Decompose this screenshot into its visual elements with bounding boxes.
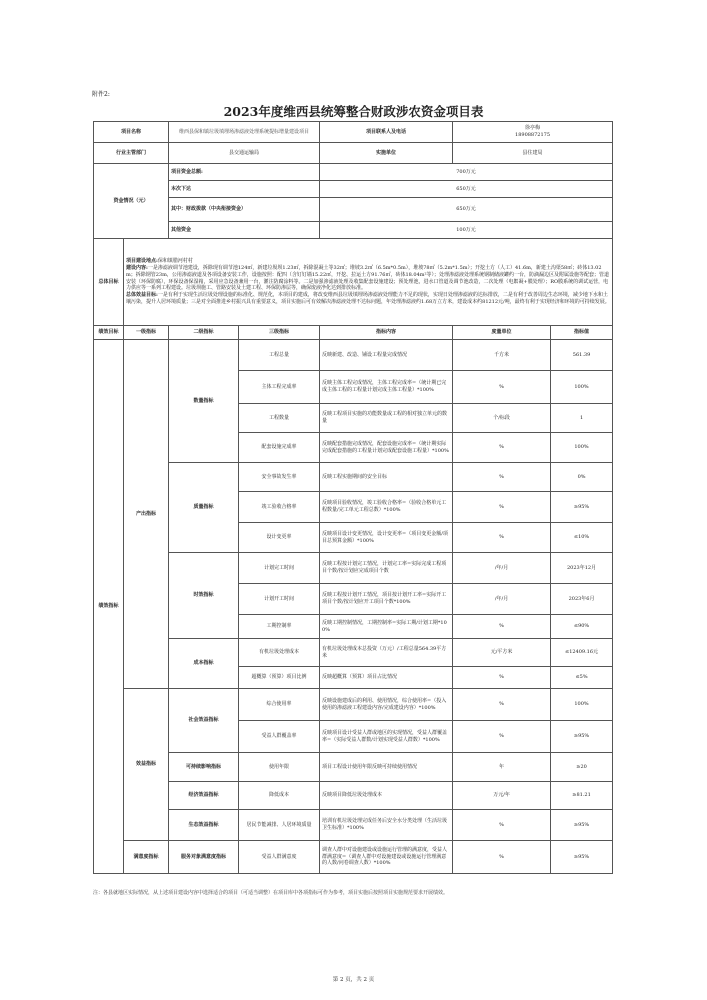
indicator-name: 工程数量 xyxy=(239,404,320,433)
indicator-value: 0% xyxy=(551,463,613,492)
funds-issued-value: 650万元 xyxy=(320,181,613,198)
indicator-value: 100% xyxy=(551,689,613,721)
indicator-unit: % xyxy=(453,615,551,639)
indicator-meaning: 反映设施建成后的利用、使用情况，综合使用率=（投入使用的渗滤液工程建设内容/完成建设内容）*100% xyxy=(320,689,453,721)
indicator-unit: % xyxy=(453,667,551,689)
indicator-meaning: 反映工程按计划开工情况，项目按计划开工率=实际开工项目个数/按计划应开工项目个数*100% xyxy=(320,584,453,615)
funds-other-value: 100万元 xyxy=(320,222,613,239)
benefit-label: 效益指标 xyxy=(124,689,169,841)
indicator-unit: /年/月 xyxy=(453,584,551,615)
indicator-value: ≤90% xyxy=(551,615,613,639)
indicator-value: ≥95% xyxy=(551,810,613,841)
indicator-name: 计划开工时间 xyxy=(239,584,320,615)
quantity-label: 数量指标 xyxy=(169,340,239,463)
indicator-value: 2023年12月 xyxy=(551,553,613,584)
cost-label: 成本指标 xyxy=(169,639,239,689)
indicator-unit: % xyxy=(453,810,551,841)
page-footer: 第 2 页，共 2 页 xyxy=(332,977,375,983)
indicator-value: 2023年6月 xyxy=(551,584,613,615)
indicator-name: 降低成本 xyxy=(239,782,320,810)
indicator-unit: % xyxy=(453,433,551,463)
indicator-name: 综合使用率 xyxy=(239,689,320,721)
benefit-label: 总体效益目标: xyxy=(126,292,158,299)
funds-total-label: 项目资金总额: xyxy=(169,164,320,181)
indicator-value: ≤5% xyxy=(551,667,613,689)
indicator-value: ≤12409.16元 xyxy=(551,639,613,667)
quality-label: 质量指标 xyxy=(169,463,239,553)
indicator-meaning: 反映主体工程完成情况，主体工程完成率=（统计期已完成主体工程的工程量计划完成主体工程量）*100% xyxy=(320,371,453,404)
indicator-value: ≥81.21 xyxy=(551,782,613,810)
overall-label: 总体目标 xyxy=(94,239,124,326)
indicator-name: 计划完工时间 xyxy=(239,553,320,584)
indicator-unit: 年 xyxy=(453,753,551,782)
time-label: 时效指标 xyxy=(169,553,239,639)
indicator-meaning: 反映项目设计受益人群或地区的实现情况，受益人群覆盖率=（实际受益人群数/计划实现受益人群数）*100% xyxy=(320,721,453,753)
indicator-unit: 元/平方米 xyxy=(453,639,551,667)
indicator-name: 主体工程完成率 xyxy=(239,371,320,404)
indicator-value: 1 xyxy=(551,404,613,433)
indicator-value: ≥95% xyxy=(551,841,613,874)
indicator-meaning: 有机垃圾处理成本总投资（万元）/工程总量564.39平方米 xyxy=(320,639,453,667)
social-label: 社会效益指标 xyxy=(169,689,239,753)
contact-value: 徐亭梅 18908872175 xyxy=(453,122,613,143)
indicator-meaning: 反映配套措施完成情况，配套设施完成率=（统计期实际完成配套措施的工程量计划完成配套设施工程量）*100% xyxy=(320,433,453,463)
indicator-value: ≥95% xyxy=(551,492,613,523)
overall-text xyxy=(124,239,613,326)
dept-label: 行业主管部门 xyxy=(94,143,169,164)
indicator-name: 受益人群满意度 xyxy=(239,841,320,874)
page-title: 2023年度维西县统筹整合财政涉农资金项目表 xyxy=(223,104,484,119)
impl-value: 县住建局 xyxy=(453,143,613,164)
sustain-label: 可持续影响指标 xyxy=(169,753,239,782)
indicator-unit: % xyxy=(453,371,551,404)
indicator-meaning: 反映工程实施期间的安全目标 xyxy=(320,463,453,492)
indicator-unit: 个/标段 xyxy=(453,404,551,433)
satis-l2-label: 服务对象满意度指标 xyxy=(169,841,239,874)
indicator-meaning: 调查人群中对设施建设或设施运行管理的满意度，受益人群满意度=（调查人群中对设施建设或设施运行管理满意的人数/问卷调查人数）*100% xyxy=(320,841,453,874)
indicator-unit: % xyxy=(453,689,551,721)
indicator-name: 设计变更率 xyxy=(239,523,320,553)
econ-label: 经济效益指标 xyxy=(169,782,239,810)
indicator-meaning: 项目工程设计使用年限反映可持续使用情况 xyxy=(320,753,453,782)
indicator-value: 561.39 xyxy=(551,340,613,371)
col-unit: 度量单位 xyxy=(453,326,551,340)
indicator-name: 安全事故发生率 xyxy=(239,463,320,492)
funds-issued-label: 本次下达 xyxy=(169,181,320,198)
indicator-value: ≥95% xyxy=(551,721,613,753)
indicator-name: 居民节能减排、人居环境质量 xyxy=(239,810,320,841)
indicator-meaning: 反映工期控制情况，工期控制率=实际工期/计划工期*100% xyxy=(320,615,453,639)
location-text: 保和镇腊河村村 xyxy=(157,258,193,265)
indicator-name: 超概算（预算）项目比例 xyxy=(239,667,320,689)
indicator-meaning: 反映新建、改造、铺设工程量完成情况 xyxy=(320,340,453,371)
satis-l1-label: 满意度指标 xyxy=(124,841,169,874)
indicator-value: 100% xyxy=(551,371,613,404)
indicator-value: ≥20 xyxy=(551,753,613,782)
indicator-value: 100% xyxy=(551,433,613,463)
indicator-meaning: 反映项目降低垃圾处理成本 xyxy=(320,782,453,810)
indicator-name: 使用年限 xyxy=(239,753,320,782)
indicator-value: ≤10% xyxy=(551,523,613,553)
project-name-label: 项目名称 xyxy=(94,122,169,143)
content-label: 建设内容: xyxy=(126,265,148,272)
indicator-unit: % xyxy=(453,463,551,492)
footnote: 注：各县就地区实际情况，从上述项目建设内容中选择适合的项目（可适当调整）在项目库中各项指标可作为参考，项目实施后按照项目实施规范要求开展绩效。 xyxy=(93,890,449,896)
indicator-unit: 万元/年 xyxy=(453,782,551,810)
indicator-meaning: 反映超概算（预算）项目占比情况 xyxy=(320,667,453,689)
contact-label: 项目联系人及电话 xyxy=(320,122,453,143)
funds-total-value: 700万元 xyxy=(320,164,613,181)
indicator-unit: % xyxy=(453,841,551,874)
indicator-name: 竣工验收合格率 xyxy=(239,492,320,523)
indicator-unit: 千方米 xyxy=(453,340,551,371)
indicator-unit: % xyxy=(453,721,551,753)
col-meaning: 指标内容 xyxy=(320,326,453,340)
indicator-meaning: 反映工程项目实施的功能数量或工程的相对独立单元的数量 xyxy=(320,404,453,433)
indicator-name: 有机垃圾处理成本 xyxy=(239,639,320,667)
indicator-meaning: 反映项目设计变更情况，设计变更率=（项目变更金额/项目总预算金额）*100% xyxy=(320,523,453,553)
indicator-unit: /年/月 xyxy=(453,553,551,584)
indicator-name: 工程总量 xyxy=(239,340,320,371)
indicator-unit: % xyxy=(453,523,551,553)
location-label: 项目建设地点: xyxy=(126,258,158,265)
indicator-unit: % xyxy=(453,492,551,523)
col-lv3: 三级指标 xyxy=(239,326,320,340)
benefit-text: 一是有利于实现生活垃圾处理设施的标准化、规范化，本项目的建成，将改变维西县垃圾填埋场渗滤液处理能力不足的现状，实现日处理渗滤液的达标排放，二是有利于改善周边生态环境，减少地下水和土壤污染，提升人居环境质量；三是对全面推进乡村振兴具有重要意义，项目实施后可有效解决渗滤液处理不达标问题，年处理渗滤液约1.68万立方米，建设成本约81212元/吨，最终有利于实现经济和环境的可持续发展。 xyxy=(126,292,610,305)
indicator-name: 受益人群覆盖率 xyxy=(239,721,320,753)
col-value: 指标值 xyxy=(551,326,613,340)
impl-label: 实施单位 xyxy=(320,143,453,164)
eco-label: 生态效益指标 xyxy=(169,810,239,841)
col-lv2: 二级指标 xyxy=(169,326,239,340)
funds-central-label: 其中：财政拨款（中央衔接资金） xyxy=(169,198,320,222)
col-perf: 绩效目标 xyxy=(94,326,124,340)
funds-central-value: 650万元 xyxy=(320,198,613,222)
content-text: 一是渗滤液调节池建设，拆除现有调节池124㎡，新建垃圾坝1.23㎡，拆除混凝土等32㎡；堆坡3.2㎡（6.5m*0.5m），堆坡78㎡（5.2m*1.5m）；开挖土方（人工）41.6m，新建土沟渠58㎡；砖体13.02m；拆除钢管23m，公用渗滤液道及各项设备安装工作，设施按照：配四（含钉钉墙15.22㎡，开挖、拉运土方91.76㎡，砖体18.04m²等）；处理渗滤液处理系统钢制储液罐约一台，防滴漏边区及附属设施等配套；管道安装（环保防腐），环保设备保湿箱，采用应急设备兼用一台，灌注防腐涂料等。二是加强渗滤液处理及收集配套设施建设；预处理池，进水口管道及调节池改造，二次处理（电絮凝+膜处理）；RO膜系统的调试运营，电力供应等一系列工程建设。垃圾坝施工、管路安装及土建工程、环保防渗层等，确保废液净化达到排放标准。 xyxy=(126,265,610,292)
dept-value: 县交通运输局 xyxy=(169,143,320,164)
attachment-label: 附件2: xyxy=(92,91,110,98)
project-table xyxy=(93,121,613,874)
indicator-meaning: 反映工程按计划完工情况，计划完工率=实际完成工程项目个数/按计划应完成项目个数 xyxy=(320,553,453,584)
indicator-meaning: 培训有机垃圾处理完成任务后安全水分类处理（生活垃圾卫生标准）*100% xyxy=(320,810,453,841)
perf-label: 绩效指标 xyxy=(94,340,124,874)
col-lv1: 一级指标 xyxy=(124,326,169,340)
output-label: 产出指标 xyxy=(124,340,169,689)
project-name-value: 维西县保和镇垃圾填埋场渗滤液处理系统提标增量建设项目 xyxy=(169,122,320,143)
indicator-meaning: 反映项目验收情况，竣工验收合格率=（验收合格单元工程数量/完工单元工程总数）*100% xyxy=(320,492,453,523)
funds-label: 资金情况（元） xyxy=(94,164,169,239)
indicator-name: 配套设施完成率 xyxy=(239,433,320,463)
funds-other-label: 其他资金 xyxy=(169,222,320,239)
indicator-name: 工期控制率 xyxy=(239,615,320,639)
